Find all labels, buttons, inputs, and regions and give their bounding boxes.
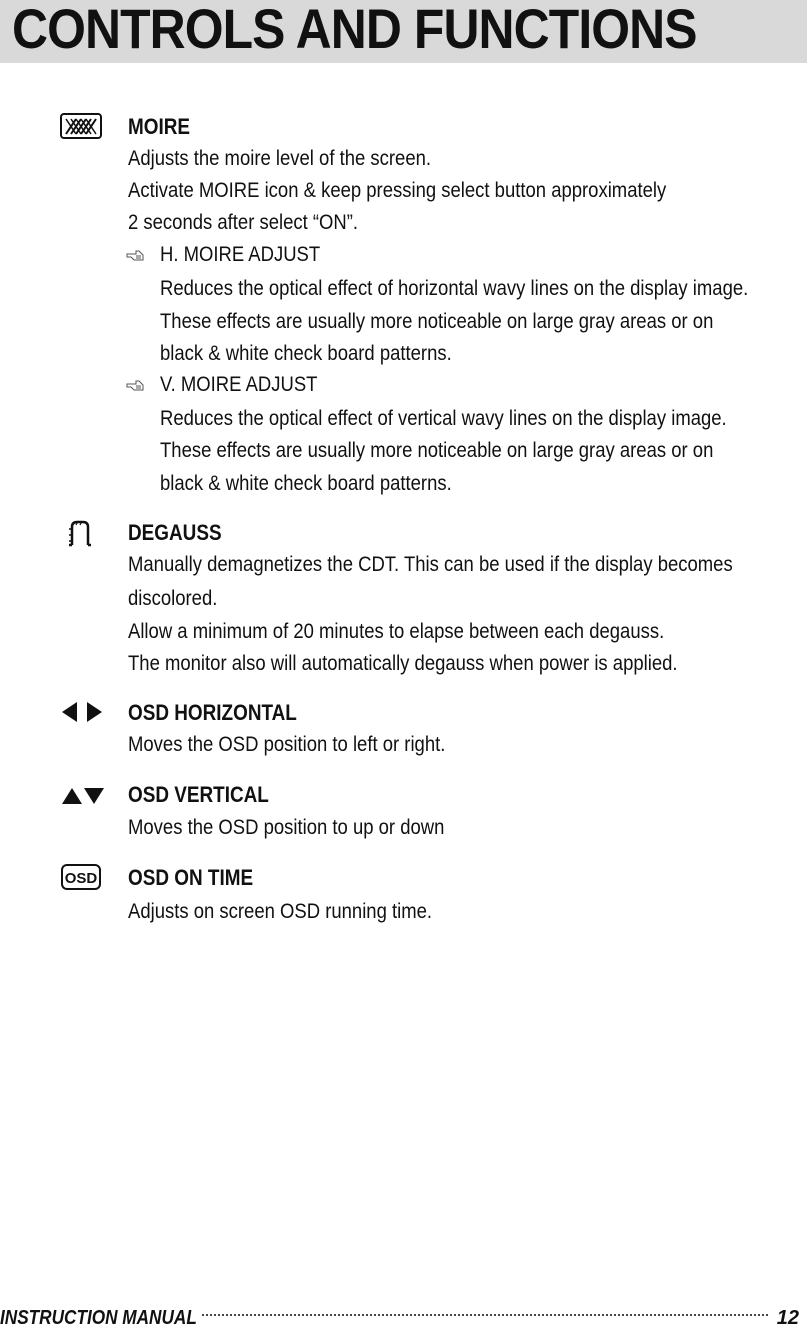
- osd-icon: [61, 864, 101, 895]
- h-moire-desc-line: These effects are usually more noticeable on large gray areas or on: [160, 310, 714, 333]
- degauss-desc-line: discolored.: [128, 587, 218, 610]
- svg-text:OSD: OSD: [64, 870, 98, 887]
- osd-vertical-title: OSD VERTICAL: [128, 782, 269, 807]
- up-down-arrows-icon: [61, 787, 105, 810]
- h-moire-desc-line: Reduces the optical effect of horizontal wavy lines on the display image.: [160, 277, 749, 300]
- degauss-icon: [66, 519, 96, 552]
- moire-desc-line: Activate MOIRE icon & keep pressing select button approximately: [128, 179, 667, 202]
- v-moire-desc-line: These effects are usually more noticeable on large gray areas or on: [160, 439, 714, 462]
- degauss-desc-line: The monitor also will automatically degauss when power is applied.: [128, 652, 678, 675]
- footer-label: INSTRUCTION MANUAL: [0, 1307, 197, 1329]
- left-right-arrows-icon: [61, 701, 103, 728]
- moire-desc-line: 2 seconds after select “ON”.: [128, 211, 359, 234]
- osd-horizontal-desc: Moves the OSD position to left or right.: [128, 733, 446, 756]
- v-moire-adjust-title: V. MOIRE ADJUST: [160, 373, 318, 396]
- pointing-hand-icon: [126, 248, 148, 267]
- h-moire-desc-line: black & white check board patterns.: [160, 342, 452, 365]
- osd-vertical-desc: Moves the OSD position to up or down: [128, 816, 445, 839]
- degauss-title: DEGAUSS: [128, 520, 222, 545]
- v-moire-desc-line: Reduces the optical effect of vertical wavy lines on the display image.: [160, 407, 727, 430]
- v-moire-desc-line: black & white check board patterns.: [160, 472, 452, 495]
- degauss-desc-line: Manually demagnetizes the CDT. This can be used if the display becomes: [128, 553, 733, 576]
- osd-on-time-desc: Adjusts on screen OSD running time.: [128, 900, 433, 923]
- degauss-desc-line: Allow a minimum of 20 minutes to elapse between each degauss.: [128, 620, 665, 643]
- moire-title: MOIRE: [128, 114, 191, 139]
- page-number: 12: [776, 1307, 799, 1329]
- osd-horizontal-title: OSD HORIZONTAL: [128, 700, 297, 725]
- h-moire-adjust-title: H. MOIRE ADJUST: [160, 243, 321, 266]
- moire-desc-line: Adjusts the moire level of the screen.: [128, 147, 432, 170]
- footer-leader-dots: [202, 1312, 768, 1316]
- moire-icon: [60, 113, 102, 144]
- osd-on-time-title: OSD ON TIME: [128, 865, 254, 890]
- page-title: CONTROLS AND FUNCTIONS: [12, 0, 697, 60]
- pointing-hand-icon: [126, 378, 148, 397]
